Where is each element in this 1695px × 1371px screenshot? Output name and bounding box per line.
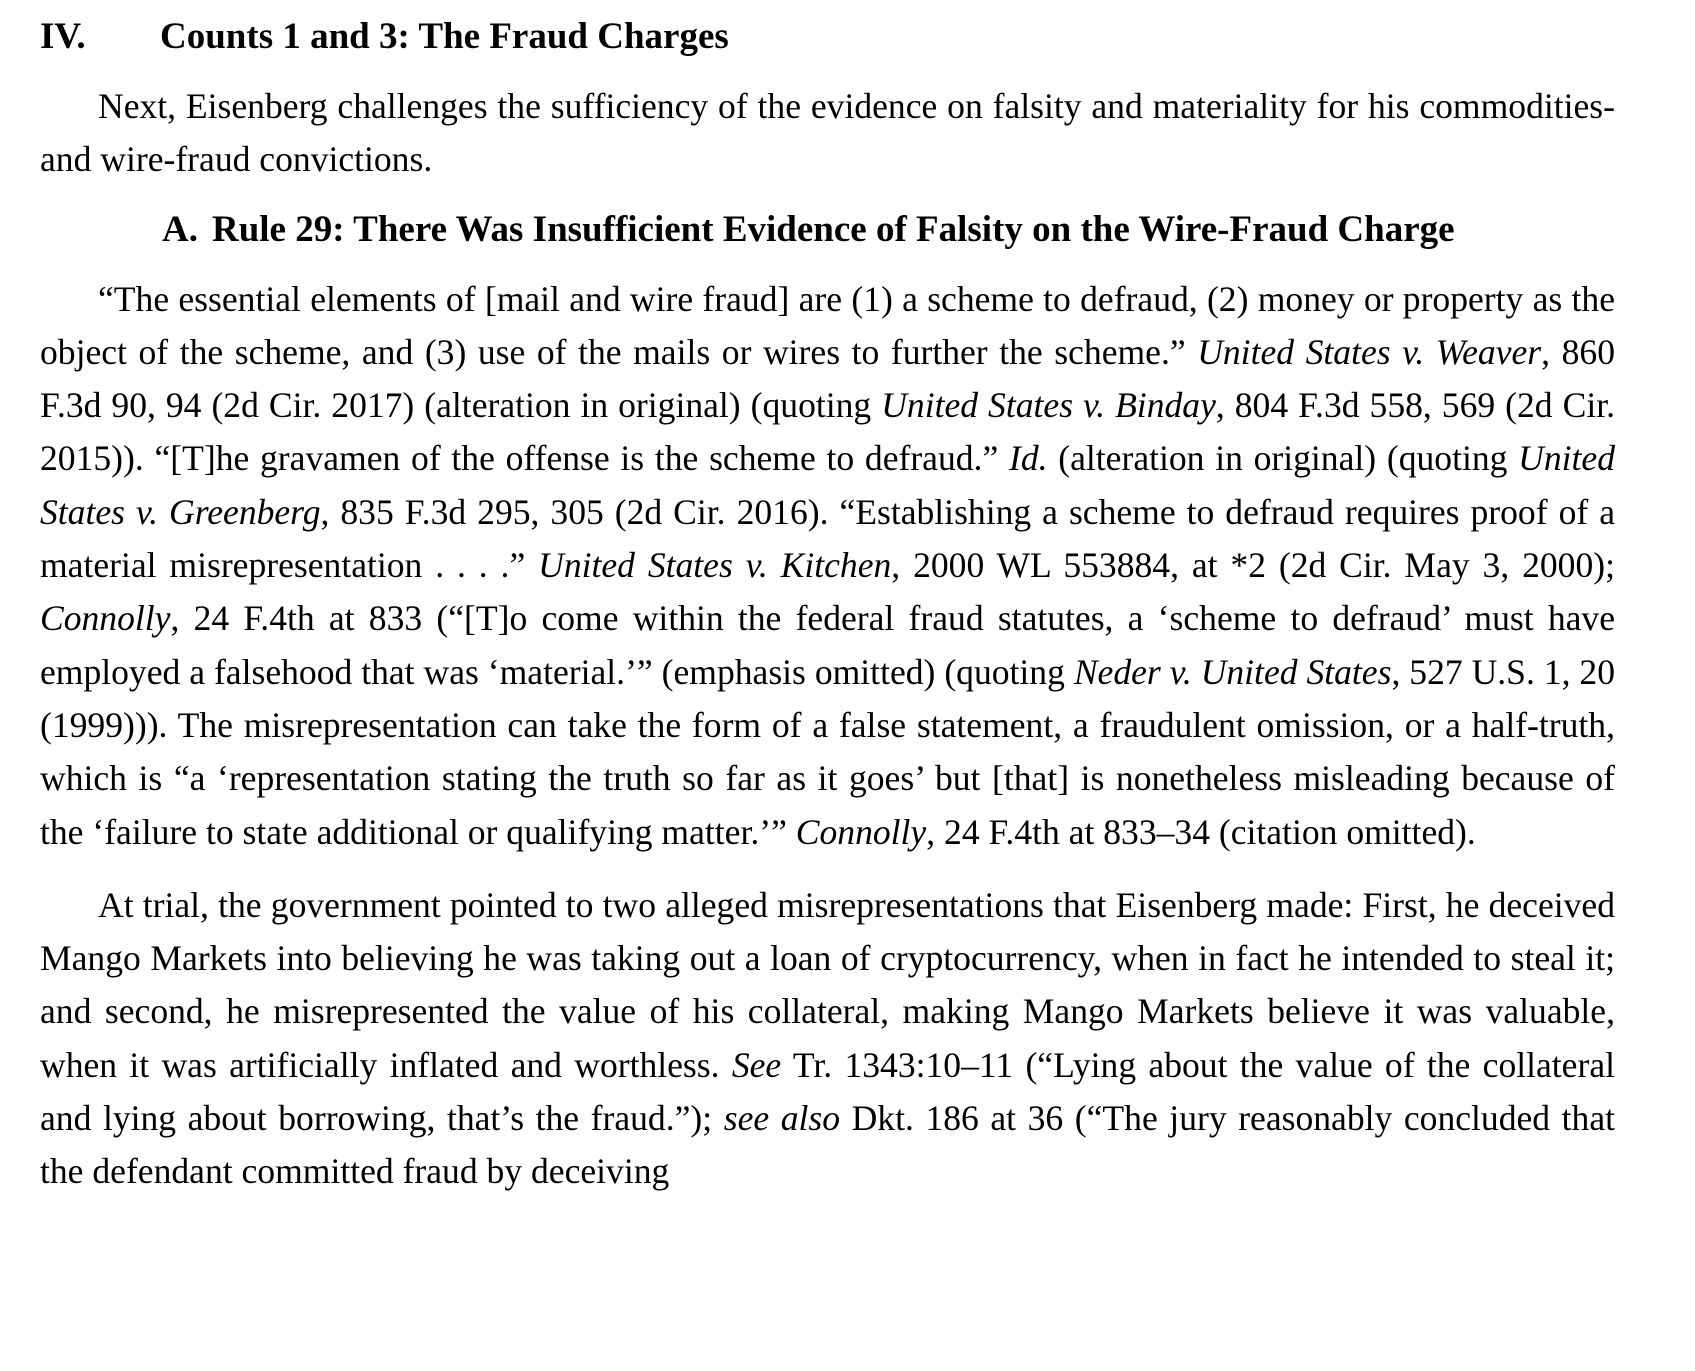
text-run: , 2000 WL 553884, at *2 (2d Cir. May 3, 2000); xyxy=(891,545,1615,586)
text-run: Dkt. 186 at 36 (“The jury reasonably concluded that the defendant committed fraud by deceiving xyxy=(40,1098,1616,1192)
text-run: , 24 F.4th at 833 (“[T]o come within the federal fraud statutes, a ‘scheme to defraud’ must have employed a falsehood that was ‘material.’” (emphasis omitted) (quoting xyxy=(40,598,1615,692)
text-run: , 835 F.3d 295, 305 (2d Cir. 2016). “Establishing a scheme to defraud requires proof of a material misrepresentation . . . .” xyxy=(40,491,1615,586)
paragraph-elements xyxy=(40,273,1615,859)
text-run: Tr. 1343:10–11 (“Lying about the value of the collateral and lying about borrowing, that’s the fraud.”); xyxy=(40,1044,1615,1139)
text-run: , 860 F.3d 90, 94 (2d Cir. 2017) (alteration in original) (quoting xyxy=(40,331,1615,426)
case-citation: United States v. Greenberg xyxy=(40,438,1615,532)
case-citation: Connolly xyxy=(795,811,927,852)
text-run: , 804 F.3d 558, 569 (2d Cir. 2015)). “[T]he gravamen of the offense is the scheme to defraud.” xyxy=(40,385,1615,479)
subsection-letter: A. xyxy=(162,208,198,250)
text-run: At trial, the government pointed to two alleged misrepresentations that Eisenberg made: First, he deceived Mango Markets into believing he was taking out a loan of cryptocurrency, when in fact he intended to steal it; and second, he misrepresented the value of his collateral, making Mango Markets believe it was valuable, when it was artificially inflated and worthless. xyxy=(40,884,1615,1085)
case-citation: United States v. Binday xyxy=(881,385,1216,426)
paragraph-intro: Next, Eisenberg challenges the sufficiency of the evidence on falsity and materiality for his commodities- and wire-fraud convictions. xyxy=(40,86,1615,180)
section-heading xyxy=(40,14,1615,60)
case-citation: United States v. Weaver xyxy=(1197,331,1542,372)
subsection-title: Rule 29: There Was Insufficient Evidence of Falsity on the Wire-Fraud Charge xyxy=(211,208,1455,250)
text-run: , 24 F.4th at 833–34 (citation omitted). xyxy=(926,811,1476,852)
section-number: IV. xyxy=(40,16,86,57)
signal-word: see also xyxy=(723,1098,841,1139)
text-run: “The essential elements of [mail and wire fraud] are (1) a scheme to defraud, (2) money or property as the object of the scheme, and (3) use of the mails or wires to further the scheme.” xyxy=(40,278,1615,372)
case-citation: Neder v. United States xyxy=(1073,651,1392,692)
text-run: , 527 U.S. 1, 20 (1999))). The misrepresentation can take the form of a false statement, a fraudulent omission, or a half-truth, which is “a ‘representation stating the truth so far as it goes’ but [that] is nonetheless misleading because of the ‘failure to state additional or qualifying matter.’” xyxy=(40,651,1615,852)
section-title: Counts 1 and 3: The Fraud Charges xyxy=(160,16,729,57)
case-citation: United States v. Kitchen xyxy=(538,545,892,586)
document-page xyxy=(40,14,1615,1199)
case-citation: Id. xyxy=(1008,438,1048,479)
subsection-heading xyxy=(40,207,1615,253)
signal-word: See xyxy=(731,1044,782,1085)
case-citation: Connolly xyxy=(40,598,171,639)
text-run: (alteration in original) (quoting xyxy=(1047,438,1519,479)
paragraph-trial xyxy=(40,879,1615,1199)
